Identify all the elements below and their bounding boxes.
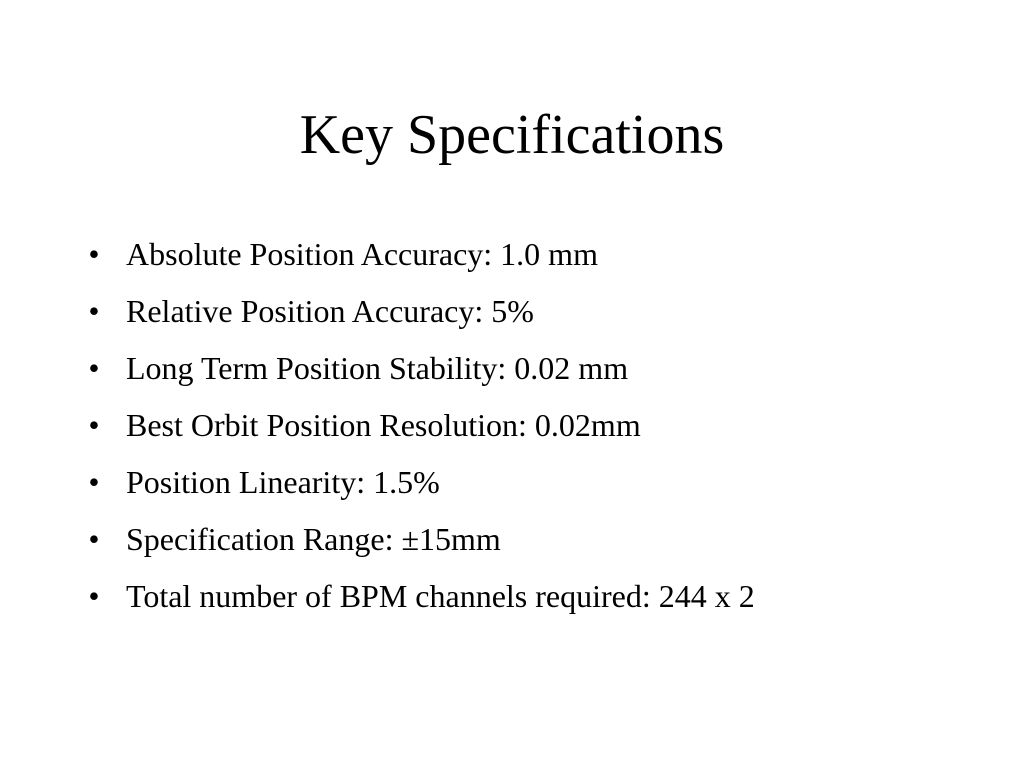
bullet-icon: • [88,578,100,614]
bullet-text: Absolute Position Accuracy: 1.0 mm [126,236,598,272]
bullet-item-specification-range [0,513,1024,570]
bullet-item-absolute-accuracy [0,228,1024,285]
bullet-text: Total number of BPM channels required: 244 x 2 [126,578,755,614]
bullet-item-orbit-resolution [0,399,1024,456]
bullet-list [0,228,1024,627]
bullet-icon: • [88,521,100,557]
bullet-text: Specification Range: ±15mm [126,521,501,557]
bullet-text: Position Linearity: 1.5% [126,464,440,500]
bullet-icon: • [88,236,100,272]
bullet-icon: • [88,464,100,500]
bullet-icon: • [88,407,100,443]
bullet-icon: • [88,350,100,386]
bullet-item-position-linearity [0,456,1024,513]
bullet-item-relative-accuracy [0,285,1024,342]
bullet-item-bpm-channels [0,570,1024,627]
bullet-item-long-term-stability [0,342,1024,399]
bullet-icon: • [88,293,100,329]
slide-title: Key Specifications [299,104,725,166]
bullet-text: Relative Position Accuracy: 5% [126,293,534,329]
bullet-text: Long Term Position Stability: 0.02 mm [126,350,629,386]
bullet-text: Best Orbit Position Resolution: 0.02mm [126,407,641,443]
